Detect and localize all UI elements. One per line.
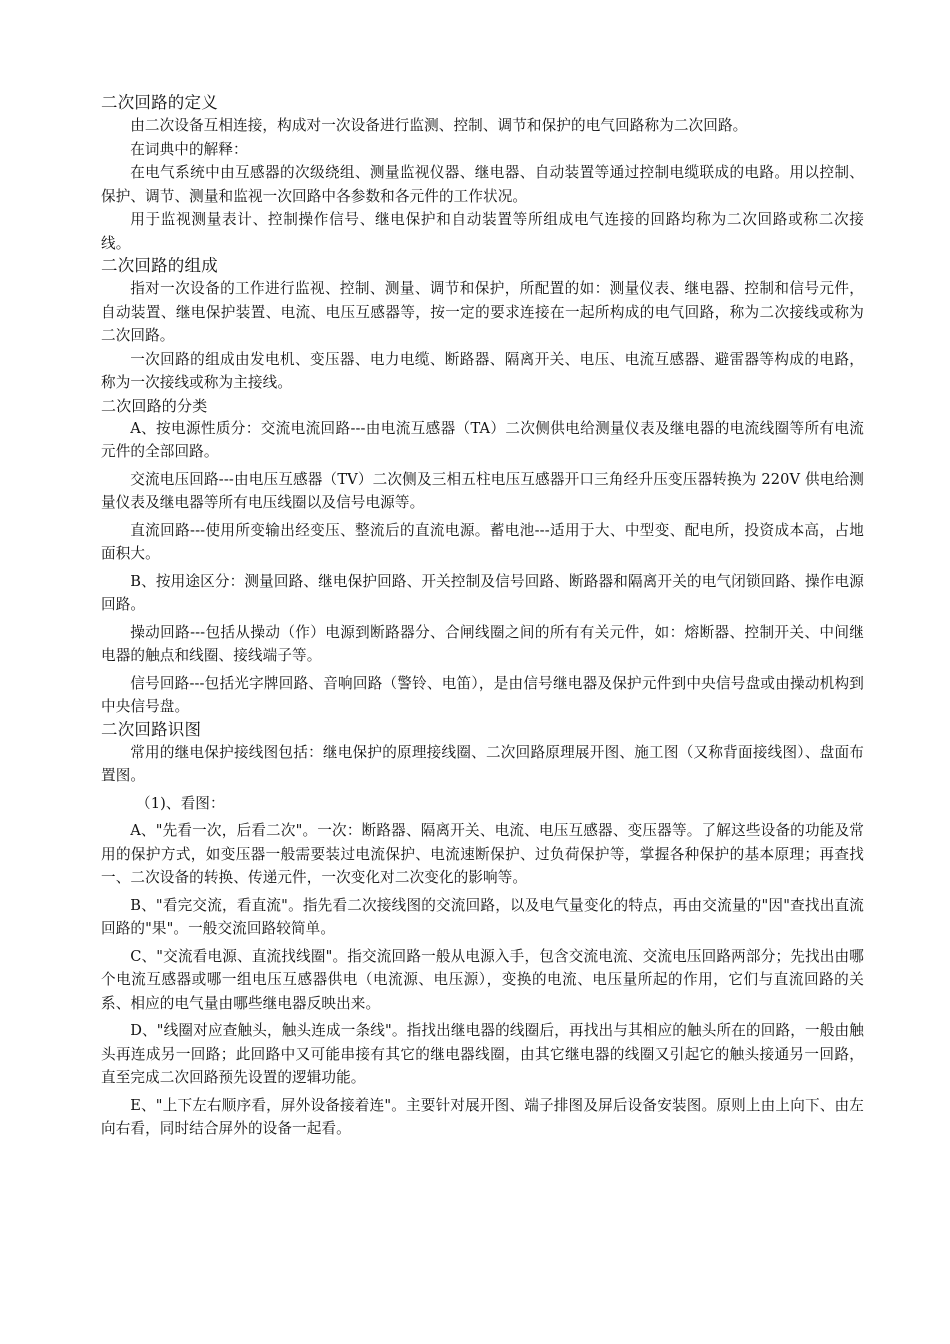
paragraph: 一次回路的组成由发电机、变压器、电力电缆、断路器、隔离开关、电压、电流互感器、避雷器等构成的电路，称为一次接线或称为主接线。 (101, 350, 864, 391)
paragraph: 交流电压回路---由电压互感器（TV）二次侧及三相五柱电压互感器开口三角经升压变压器转换为 220V 供电给测量仪表及继电器等所有电压线圈以及信号电源等。 (101, 470, 864, 511)
paragraph: A、按电源性质分：交流电流回路---由电流互感器（TA）二次侧供电给测量仪表及继电器的电流线圈等所有电流元件的全部回路。 (101, 419, 864, 460)
paragraph: C、"交流看电源、直流找线圈"。指交流回路一般从电源入手，包含交流电流、交流电压回路两部分；先找出由哪个电流互感器或哪一组电压互感器供电（电流源、电压源），变换的电流、电压量所起的作用，它们与直流回路的关系、相应的电气量由哪些继电器反映出来。 (101, 947, 864, 1012)
paragraph: B、"看完交流，看直流"。指先看二次接线图的交流回路，以及电气量变化的特点，再由交流量的"因"查找出直流回路的"果"。一般交流回路较简单。 (101, 896, 864, 937)
paragraph: 直流回路---使用所变输出经变压、整流后的直流电源。蓄电池---适用于大、中型变、配电所，投资成本高，占地面积大。 (101, 521, 864, 562)
paragraph: D、"线圈对应查触头，触头连成一条线"。指找出继电器的线圈后，再找出与其相应的触头所在的回路，一般由触头再连成另一回路；此回路中又可能串接有其它的继电器线圈，由其它继电器的线圈又引起它的触头接通另一回路，直至完成二次回路预先设置的逻辑功能。 (101, 1022, 864, 1086)
paragraph: 在电气系统中由互感器的次级绕组、测量监视仪器、继电器、自动装置等通过控制电缆联成的电路。用以控制、保护、调节、测量和监视一次回路中各参数和各元件的工作状况。 (101, 164, 864, 205)
paragraph: 信号回路---包括光字牌回路、音响回路（警铃、电笛），是由信号继电器及保护元件到中央信号盘或由操动机构到中央信号盘。 (101, 674, 864, 715)
paragraph: 由二次设备互相连接，构成对一次设备进行监测、控制、调节和保护的电气回路称为二次回路。 (130, 117, 748, 134)
paragraph: 指对一次设备的工作进行监视、控制、测量、调节和保护，所配置的如：测量仪表、继电器、控制和信号元件，自动装置、继电保护装置、电流、电压互感器等，按一定的要求连接在一起所构成的电气回路，称为二次接线或称为二次回路。 (101, 280, 864, 344)
paragraph: B、按用途区分：测量回路、继电保护回路、开关控制及信号回路、断路器和隔离开关的电气闭锁回路、操作电源回路。 (101, 572, 864, 613)
section-heading-reading: 二次回路识图 (101, 719, 202, 739)
list-item: （1)、看图： (136, 794, 225, 812)
section-heading-classification: 二次回路的分类 (101, 396, 208, 415)
section-heading-composition: 二次回路的组成 (101, 256, 218, 275)
section-heading-definition: 二次回路的定义 (101, 93, 218, 112)
paragraph: A、"先看一次，后看二次"。一次：断路器、隔离开关、电流、电压互感器、变压器等。了解这些设备的功能及常用的保护方式，如变压器一般需要装过电流保护、电流速断保护、过负荷保护等，掌握各种保护的基本原理；再查找一、二次设备的转换、传递元件，一次变化对二次变化的影响等。 (101, 822, 864, 886)
paragraph: E、"上下左右顺序看，屏外设备接着连"。主要针对展开图、端子排图及屏后设备安装图。原则上由上向下、由左向右看，同时结合屏外的设备一起看。 (101, 1096, 864, 1137)
paragraph: 在词典中的解释： (130, 140, 248, 158)
paragraph: 常用的继电保护接线图包括：继电保护的原理接线圈、二次回路原理展开图、施工图（又称背面接线图）、盘面布置图。 (101, 743, 864, 784)
paragraph: 用于监视测量表计、控制操作信号、继电保护和自动装置等所组成电气连接的回路均称为二次回路或称二次接线。 (101, 211, 864, 252)
paragraph: 操动回路---包括从操动（作）电源到断路器分、合闸线圈之间的所有有关元件，如：熔断器、控制开关、中间继电器的触点和线圈、接线端子等。 (101, 623, 864, 664)
